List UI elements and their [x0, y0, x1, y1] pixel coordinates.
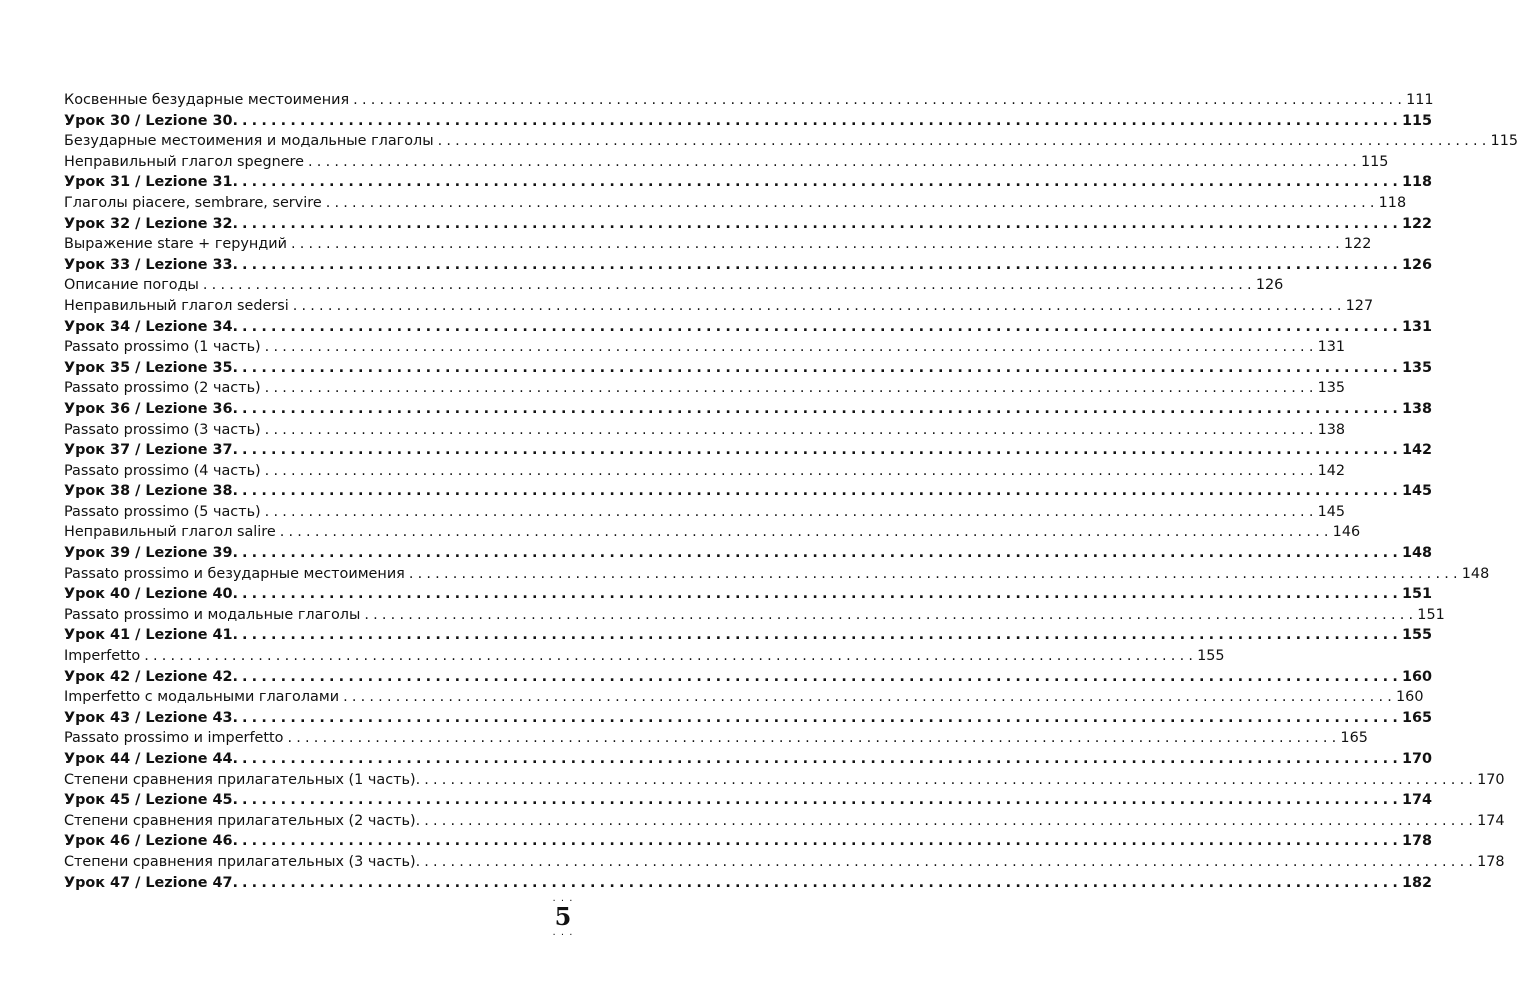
- toc-entry-page: 178: [1402, 833, 1433, 850]
- toc-topic-entry: [64, 853, 1505, 875]
- toc-entry-page: 178: [1477, 853, 1505, 870]
- toc-dot-leader: ........................................................................................................................: [242, 318, 1403, 335]
- toc-entry-title: Урок 40 / Lezione 40.: [64, 586, 238, 603]
- toc-dot-leader: ........................................................................................................................: [287, 730, 1341, 747]
- toc-entry-title: Неправильный глагол spegnere: [64, 153, 305, 170]
- toc-entry-title: Косвенные безударные местоимения: [64, 92, 350, 108]
- toc-dot-leader: ........................................................................................................................: [242, 215, 1403, 232]
- toc-entry-title: Неправильный глагол sedersi: [64, 297, 289, 314]
- toc-entry-title: Урок 46 / Lezione 46.: [64, 833, 238, 850]
- toc-lesson-entry: [64, 586, 1433, 607]
- toc-entry-title: Passato prossimo (2 часть): [64, 380, 261, 397]
- toc-dot-leader: ........................................................................................................................: [242, 709, 1403, 726]
- toc-topic-entry: [64, 92, 1434, 113]
- toc-lesson-entry: [64, 751, 1433, 772]
- toc-entry-page: 145: [1402, 483, 1433, 500]
- toc-dot-leader: ........................................................................................................................: [242, 545, 1403, 562]
- toc-dot-leader: ........................................................................................................................: [242, 751, 1403, 767]
- toc-dot-leader: ........................................................................................................................: [242, 174, 1403, 191]
- toc-entry-page: 146: [1332, 524, 1361, 541]
- toc-lesson-entry: [64, 792, 1433, 813]
- toc-entry-title: Выражение stare + герундий: [64, 236, 287, 253]
- toc-topic-entry: [64, 503, 1346, 525]
- toc-entry-page: 122: [1343, 236, 1372, 253]
- toc-entry-page: 160: [1396, 689, 1424, 706]
- toc-entry-title: Степени сравнения прилагательных (3 часть).: [64, 853, 421, 870]
- toc-lesson-entry: [64, 174, 1433, 195]
- toc-entry-page: 138: [1402, 400, 1433, 417]
- toc-dot-leader: ........................................................................................................................: [290, 236, 1344, 253]
- toc-entry-page: 151: [1417, 606, 1445, 623]
- toc-entry-page: 142: [1317, 462, 1346, 479]
- toc-entry-page: 118: [1402, 174, 1433, 191]
- toc-dot-leader: ........................................................................................................................: [308, 153, 1361, 170]
- toc-dot-leader: ........................................................................................................................: [242, 668, 1403, 685]
- toc-entry-title: Урок 38 / Lezione 38.: [64, 483, 238, 500]
- toc-entry-title: Урок 31 / Lezione 31.: [64, 174, 238, 191]
- toc-topic-entry: [64, 297, 1374, 319]
- toc-lesson-entry: [64, 874, 1433, 896]
- toc-dot-leader: ........................................................................................................................: [242, 874, 1403, 891]
- toc-entry-page: 174: [1402, 792, 1433, 809]
- toc-dot-leader: ........................................................................................................................: [424, 853, 1478, 870]
- toc-entry-page: 115: [1490, 133, 1518, 150]
- toc-entry-page: 111: [1406, 92, 1434, 108]
- toc-dot-leader: ........................................................................................................................: [292, 297, 1346, 314]
- toc-dot-leader: ........................................................................................................................: [424, 771, 1478, 788]
- page-number-ornament-top: . . .: [552, 893, 574, 904]
- toc-topic-entry: [64, 153, 1389, 175]
- toc-topic-entry: [64, 194, 1407, 216]
- toc-topic-entry: [64, 771, 1505, 793]
- toc-entry-page: 122: [1402, 215, 1433, 232]
- toc-entry-page: 145: [1317, 503, 1346, 520]
- toc-topic-entry: [64, 524, 1361, 545]
- toc-dot-leader: ........................................................................................................................: [242, 112, 1403, 129]
- toc-dot-leader: ........................................................................................................................: [264, 421, 1318, 438]
- page-number-block: [548, 893, 578, 938]
- toc-lesson-entry: [64, 400, 1433, 422]
- toc-entry-page: 170: [1477, 771, 1505, 788]
- toc-lesson-entry: [64, 112, 1433, 134]
- toc-entry-title: Безударные местоимения и модальные глаголы: [64, 133, 434, 150]
- toc-entry-title: Урок 41 / Lezione 41.: [64, 627, 238, 644]
- toc-entry-title: Степени сравнения прилагательных (1 часть).: [64, 771, 421, 788]
- toc-entry-title: Урок 30 / Lezione 30.: [64, 112, 238, 129]
- toc-entry-page: 165: [1402, 709, 1433, 726]
- toc-topic-entry: [64, 462, 1346, 484]
- toc-entry-page: 135: [1402, 359, 1433, 376]
- toc-entry-title: Описание погоды: [64, 277, 199, 294]
- toc-entry-title: Imperfetto: [64, 648, 141, 665]
- toc-topic-entry: [64, 812, 1505, 834]
- toc-entry-page: 151: [1402, 586, 1433, 603]
- toc-lesson-entry: [64, 215, 1433, 237]
- toc-entry-title: Глаголы piacere, sembrare, servire: [64, 194, 322, 211]
- toc-dot-leader: ........................................................................................................................: [242, 833, 1403, 850]
- toc-entry-page: 182: [1402, 874, 1433, 891]
- toc-dot-leader: ........................................................................................................................: [242, 627, 1403, 644]
- toc-dot-leader: ........................................................................................................................: [279, 524, 1333, 541]
- toc-lesson-entry: [64, 483, 1433, 504]
- page-number: 5: [554, 902, 572, 931]
- toc-dot-leader: ........................................................................................................................: [264, 462, 1318, 479]
- toc-entry-title: Урок 33 / Lezione 33.: [64, 256, 238, 273]
- toc-entry-title: Урок 42 / Lezione 42.: [64, 668, 238, 685]
- table-of-contents: [64, 92, 1518, 895]
- toc-topic-entry: [64, 689, 1424, 710]
- toc-entry-page: 126: [1255, 277, 1284, 294]
- toc-entry-title: Урок 36 / Lezione 36.: [64, 400, 238, 417]
- page-number-ornament-bottom: . . .: [552, 927, 574, 938]
- toc-entry-page: 126: [1402, 256, 1433, 273]
- toc-lesson-entry: [64, 256, 1433, 278]
- toc-entry-page: 170: [1402, 751, 1433, 767]
- toc-entry-title: Passato prossimo и модальные глаголы: [64, 606, 361, 623]
- toc-dot-leader: ........................................................................................................................: [242, 359, 1403, 376]
- toc-entry-page: 155: [1197, 648, 1225, 665]
- toc-entry-title: Passato prossimo и imperfetto: [64, 730, 284, 747]
- toc-lesson-entry: [64, 627, 1433, 648]
- toc-entry-page: 142: [1402, 442, 1433, 459]
- toc-entry-page: 115: [1402, 112, 1433, 129]
- toc-lesson-entry: [64, 442, 1433, 463]
- toc-entry-title: Урок 43 / Lezione 43.: [64, 709, 238, 726]
- toc-entry-title: Урок 35 / Lezione 35.: [64, 359, 238, 376]
- toc-lesson-entry: [64, 709, 1433, 731]
- toc-topic-entry: [64, 648, 1225, 669]
- toc-lesson-entry: [64, 545, 1433, 566]
- toc-topic-entry: [64, 277, 1284, 298]
- toc-dot-leader: ........................................................................................................................: [364, 606, 1418, 623]
- toc-entry-page: 131: [1402, 318, 1433, 335]
- toc-entry-title: Неправильный глагол salire: [64, 524, 276, 541]
- toc-entry-page: 148: [1461, 565, 1490, 582]
- toc-lesson-entry: [64, 668, 1433, 690]
- toc-dot-leader: ........................................................................................................................: [264, 380, 1318, 397]
- toc-topic-entry: [64, 565, 1490, 587]
- toc-entry-title: Урок 37 / Lezione 37.: [64, 442, 238, 459]
- toc-entry-page: 148: [1402, 545, 1433, 562]
- toc-dot-leader: ........................................................................................................................: [242, 400, 1403, 417]
- toc-entry-title: Степени сравнения прилагательных (2 часть).: [64, 812, 421, 829]
- toc-dot-leader: ........................................................................................................................: [242, 483, 1403, 500]
- toc-entry-title: Урок 47 / Lezione 47.: [64, 874, 238, 891]
- toc-dot-leader: ........................................................................................................................: [242, 792, 1403, 809]
- toc-entry-page: 127: [1345, 297, 1374, 314]
- toc-lesson-entry: [64, 318, 1433, 340]
- toc-dot-leader: ........................................................................................................................: [353, 92, 1407, 108]
- toc-entry-title: Урок 39 / Lezione 39.: [64, 545, 238, 562]
- toc-entry-page: 118: [1378, 194, 1407, 211]
- toc-entry-title: Passato prossimo (5 часть): [64, 503, 261, 520]
- toc-topic-entry: [64, 133, 1518, 154]
- toc-entry-page: 115: [1360, 153, 1389, 170]
- toc-dot-leader: ........................................................................................................................: [408, 565, 1462, 582]
- toc-topic-entry: [64, 339, 1346, 360]
- toc-dot-leader: ........................................................................................................................: [325, 194, 1379, 211]
- toc-entry-title: Passato prossimo (3 часть): [64, 421, 261, 438]
- toc-entry-title: Passato prossimo и безударные местоимения: [64, 565, 405, 582]
- toc-topic-entry: [64, 606, 1445, 628]
- toc-entry-page: 174: [1477, 812, 1505, 829]
- toc-entry-page: 165: [1340, 730, 1368, 747]
- toc-dot-leader: ........................................................................................................................: [424, 812, 1478, 829]
- toc-dot-leader: ........................................................................................................................: [144, 648, 1198, 665]
- toc-dot-leader: ........................................................................................................................: [202, 277, 1256, 294]
- toc-dot-leader: ........................................................................................................................: [264, 503, 1318, 520]
- toc-entry-title: Урок 32 / Lezione 32.: [64, 215, 238, 232]
- toc-topic-entry: [64, 421, 1346, 443]
- toc-entry-title: Урок 34 / Lezione 34.: [64, 318, 238, 335]
- toc-entry-title: Imperfetto с модальными глаголами: [64, 689, 340, 706]
- toc-lesson-entry: [64, 833, 1433, 854]
- toc-entry-title: Passato prossimo (4 часть): [64, 462, 261, 479]
- toc-lesson-entry: [64, 359, 1433, 381]
- toc-entry-title: Урок 44 / Lezione 44.: [64, 751, 238, 767]
- toc-dot-leader: ........................................................................................................................: [242, 442, 1403, 459]
- toc-topic-entry: [64, 236, 1372, 257]
- toc-dot-leader: ........................................................................................................................: [264, 339, 1318, 356]
- toc-entry-page: 160: [1402, 668, 1433, 685]
- toc-topic-entry: [64, 380, 1346, 401]
- toc-entry-page: 135: [1317, 380, 1346, 397]
- toc-dot-leader: ........................................................................................................................: [242, 256, 1403, 273]
- toc-dot-leader: ........................................................................................................................: [242, 586, 1403, 603]
- toc-dot-leader: ........................................................................................................................: [437, 133, 1491, 150]
- toc-entry-title: Урок 45 / Lezione 45.: [64, 792, 238, 809]
- toc-dot-leader: ........................................................................................................................: [343, 689, 1397, 706]
- toc-topic-entry: [64, 730, 1368, 751]
- toc-entry-page: 138: [1317, 421, 1346, 438]
- toc-entry-page: 131: [1317, 339, 1346, 356]
- toc-entry-title: Passato prossimo (1 часть): [64, 339, 261, 356]
- toc-entry-page: 155: [1402, 627, 1433, 644]
